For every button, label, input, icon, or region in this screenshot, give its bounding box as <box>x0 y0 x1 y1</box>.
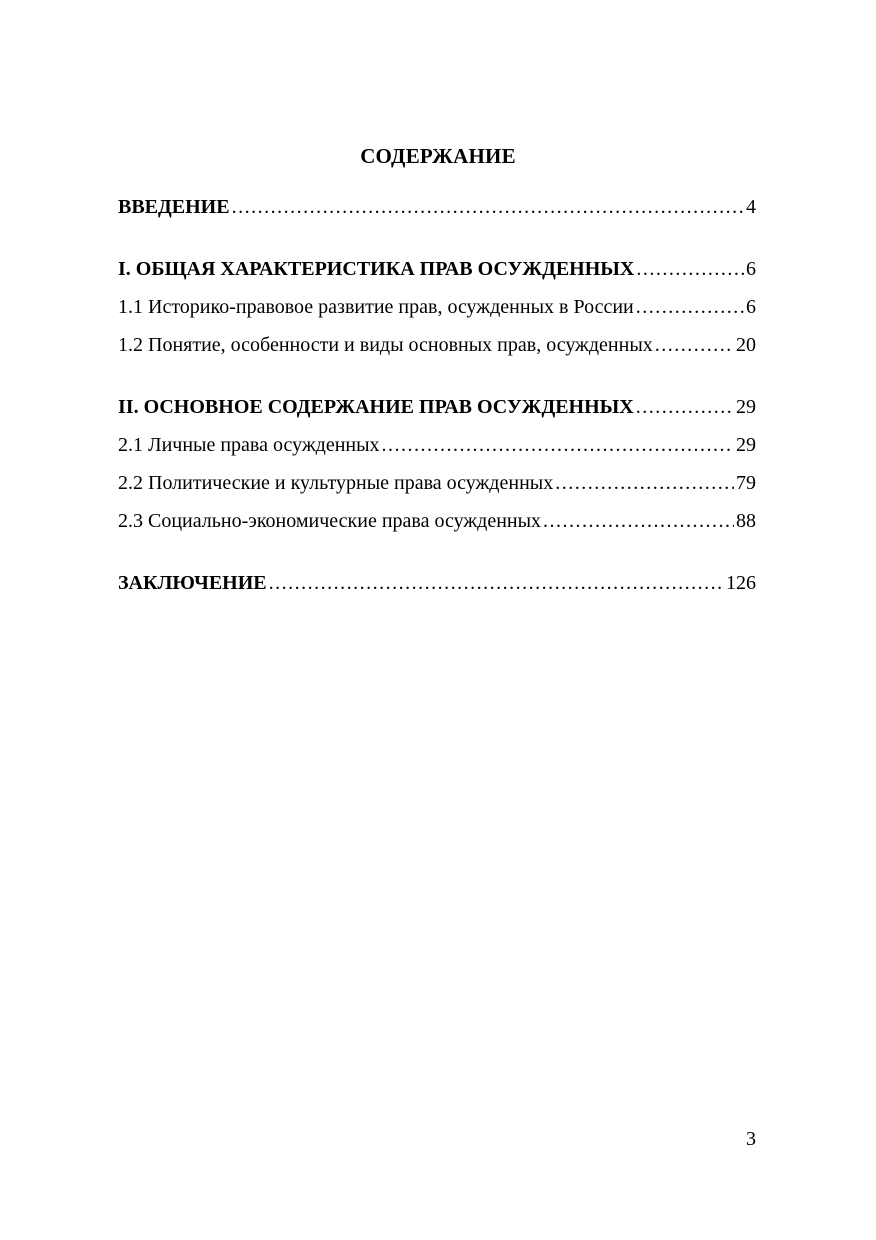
dot-leader <box>636 292 744 322</box>
toc-entry-page: 6 <box>746 296 756 318</box>
toc-title: СОДЕРЖАНИЕ <box>360 144 516 168</box>
toc-entry-label: 1.2 Понятие, особенности и виды основных прав, осужденных <box>118 330 655 360</box>
toc-entry-page: 126 <box>726 572 756 594</box>
toc-entry-chapter-2[interactable] <box>118 392 756 430</box>
toc-entry-page: 29 <box>736 396 756 418</box>
toc-entry-chapter-1[interactable] <box>118 254 756 292</box>
dot-leader <box>269 568 724 598</box>
toc-entry-page: 88 <box>736 510 756 532</box>
toc-entry-label: I. ОБЩАЯ ХАРАКТЕРИСТИКА ПРАВ ОСУЖДЕННЫХ <box>118 254 636 284</box>
toc-entry-conclusion[interactable] <box>118 568 756 606</box>
toc-entry-page: 79 <box>736 472 756 494</box>
toc-entry-page: 4 <box>746 196 756 218</box>
dot-leader <box>543 506 734 536</box>
toc-entry-label: 2.2 Политические и культурные права осужденных <box>118 468 555 498</box>
toc-entry-label: ЗАКЛЮЧЕНИЕ <box>118 568 269 598</box>
toc-entry-section-2-1[interactable] <box>118 430 756 468</box>
toc-entry-label: ВВЕДЕНИЕ <box>118 192 232 222</box>
dot-leader <box>636 254 744 284</box>
toc-entry-page: 20 <box>736 334 756 356</box>
dot-leader <box>555 468 734 498</box>
dot-leader <box>636 392 734 422</box>
toc-entry-label: II. ОСНОВНОЕ СОДЕРЖАНИЕ ПРАВ ОСУЖДЕННЫХ <box>118 392 636 422</box>
toc-entry-section-1-1[interactable] <box>118 292 756 330</box>
dot-leader <box>382 430 734 460</box>
toc-entry-section-2-3[interactable] <box>118 506 756 544</box>
page-number: 3 <box>746 1128 756 1150</box>
toc-entry-label: 2.1 Личные права осужденных <box>118 430 382 460</box>
toc-entry-page: 6 <box>746 258 756 280</box>
toc-entry-label: 1.1 Историко-правовое развитие прав, осужденных в России <box>118 292 636 322</box>
dot-leader <box>655 330 734 360</box>
toc-entry-section-2-2[interactable] <box>118 468 756 506</box>
table-of-contents <box>118 192 756 606</box>
toc-entry-section-1-2[interactable] <box>118 330 756 368</box>
toc-entry-page: 29 <box>736 434 756 456</box>
toc-entry-introduction[interactable] <box>118 192 756 230</box>
dot-leader <box>232 192 744 222</box>
toc-entry-label: 2.3 Социально-экономические права осужденных <box>118 506 543 536</box>
